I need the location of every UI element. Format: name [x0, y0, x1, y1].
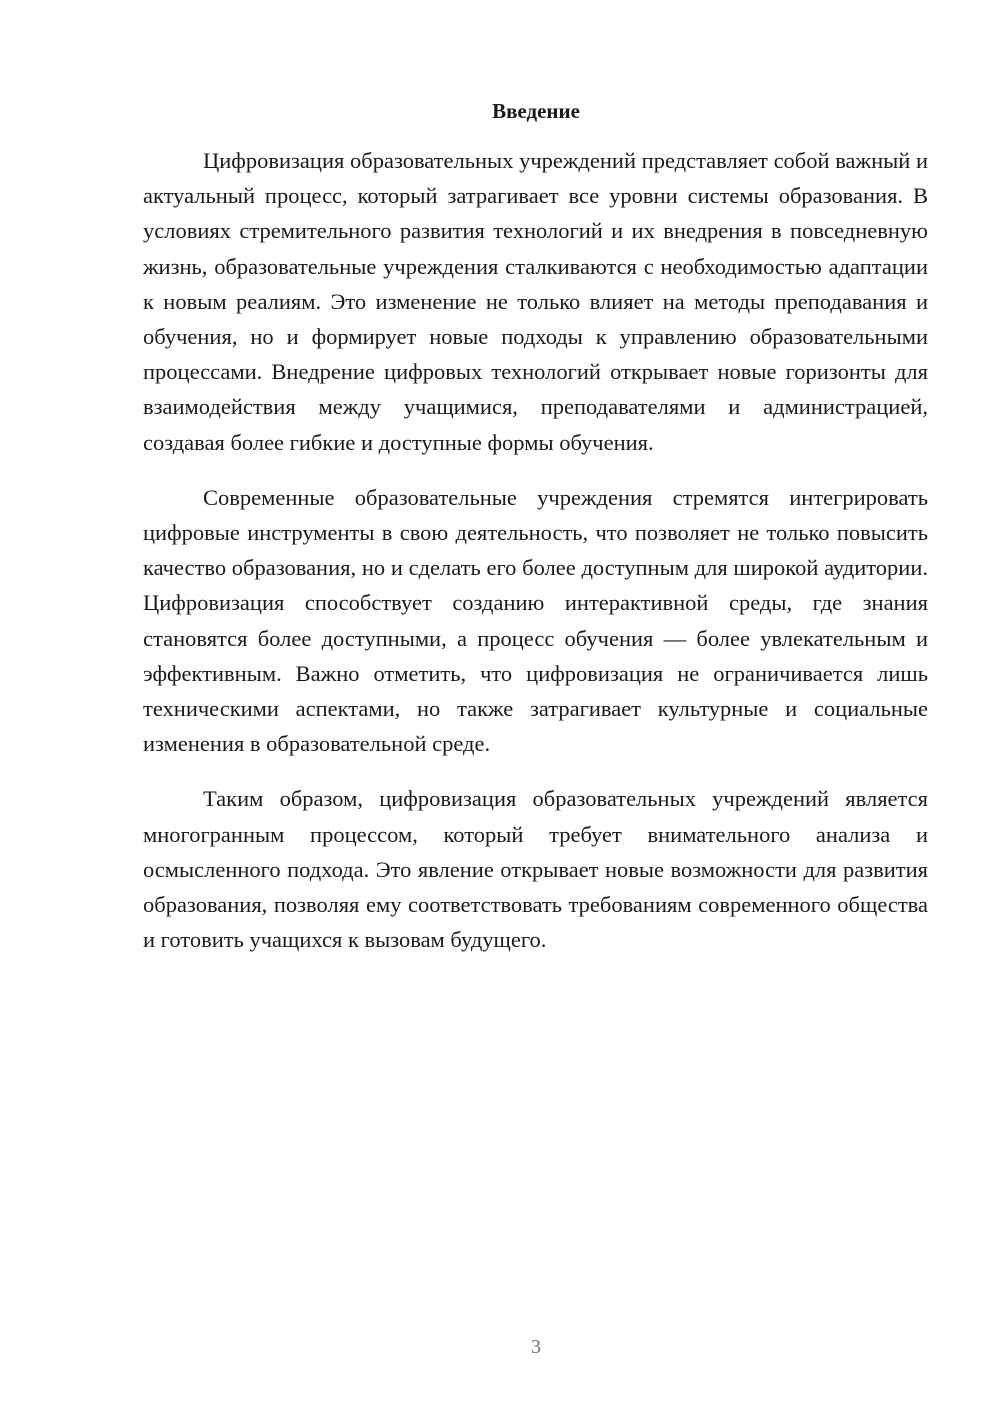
section-heading: Введение	[492, 99, 580, 123]
paragraph-3: Таким образом, цифровизация образовательных учреждений является многогранным процессом, который требует внимательного анализа и осмысленного подхода. Это явление открывает новые возможности для развития образования, позволяя ему соответствовать требованиям современного общества и готовить учащихся к вызовам будущего.	[143, 786, 928, 953]
page-number: 3	[531, 1336, 541, 1358]
paragraph-1: Цифровизация образовательных учреждений представляет собой важный и актуальный процесс, который затрагивает все уровни системы образования. В условиях стремительного развития технологий и их внедрения в повседневную жизнь, образовательные учреждения сталкиваются с необходимостью адаптации к новым реалиям. Это изменение не только влияет на методы преподавания и обучения, но и формирует новые подходы к управлению образовательными процессами. Внедрение цифровых технологий открывает новые горизонты для взаимодействия между учащимися, преподавателями и администрацией, создавая более гибкие и доступные формы обучения.	[143, 148, 928, 455]
body-text	[143, 143, 928, 957]
paragraph-2: Современные образовательные учреждения стремятся интегрировать цифровые инструменты в свою деятельность, что позволяет не только повысить качество образования, но и сделать его более доступным для широкой аудитории. Цифровизация способствует созданию интерактивной среды, где знания становятся более доступными, а процесс обучения — более увлекательным и эффективным. Важно отметить, что цифровизация не ограничивается лишь техническими аспектами, но также затрагивает культурные и социальные изменения в образовательной среде.	[143, 484, 928, 757]
